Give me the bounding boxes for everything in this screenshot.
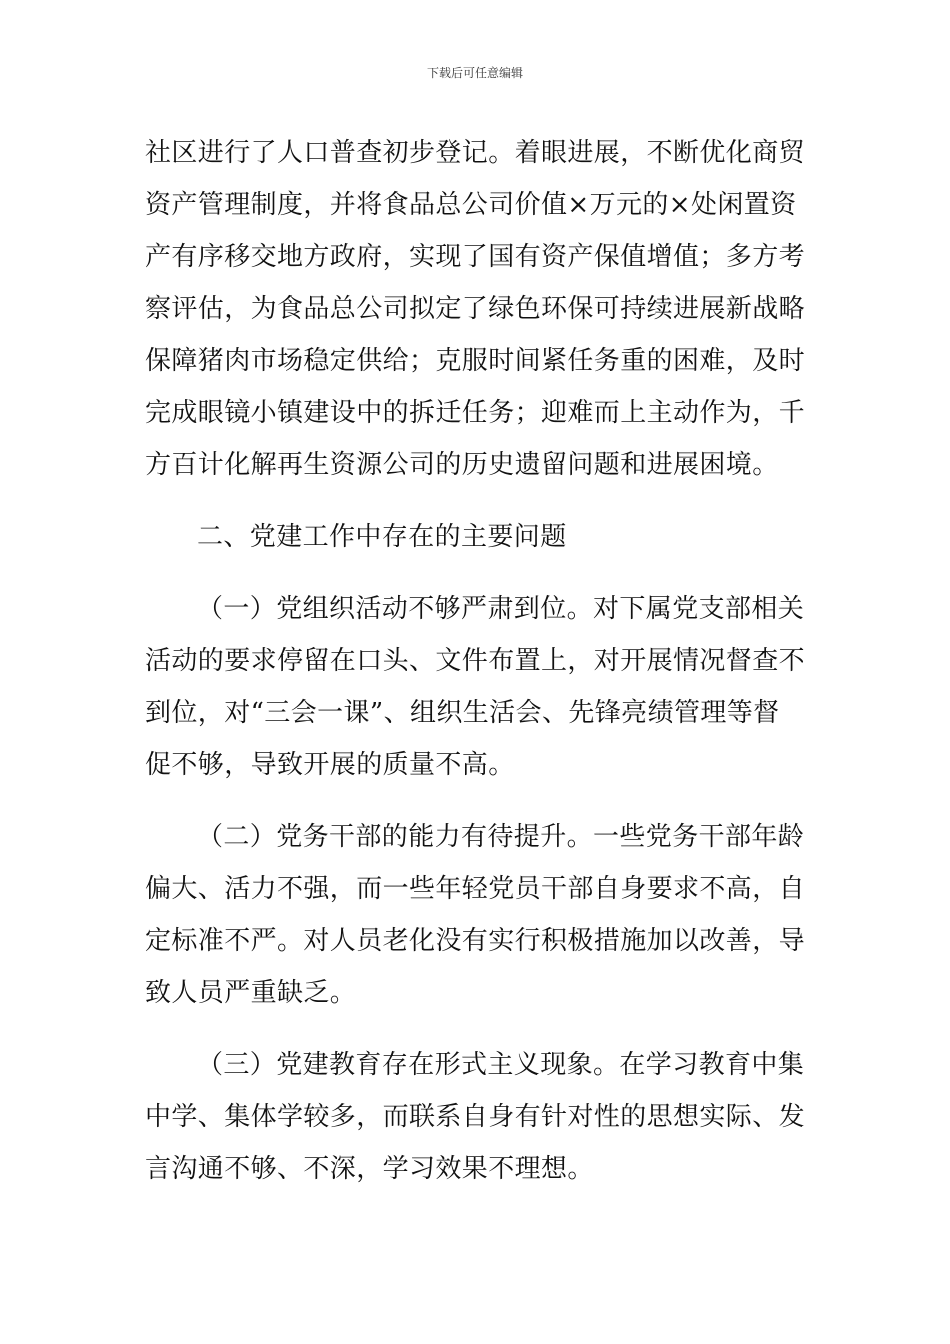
text-line: （三）党建教育存在形式主义现象。在学习教育中集 [197,1050,805,1080]
text-line: 偏大、活力不强，而一些年轻党员干部自身要求不高，自 [145,874,805,904]
text-line: 察评估，为食品总公司拟定了绿色环保可持续进展新战略 [145,294,805,324]
text-line: 产有序移交地方政府，实现了国有资产保值增值；多方考 [145,242,805,272]
text-line: （一）党组织活动不够严肃到位。对下属党支部相关 [197,594,805,624]
text-line: 方百计化解再生资源公司的历史遗留问题和进展困境。 [145,450,779,480]
text-line: 促不够，导致开展的质量不高。 [145,750,515,780]
text-line: 社区进行了人口普查初步登记。着眼进展，不断优化商贸 [145,138,805,168]
text-line: 活动的要求停留在口头、文件布置上，对开展情况督查不 [145,646,805,676]
text-line: 定标准不严。对人员老化没有实行积极措施加以改善，导 [145,926,805,956]
text-line: 完成眼镜小镇建设中的拆迁任务；迎难而上主动作为，千 [145,398,805,428]
text-line: 致人员严重缺乏。 [145,978,357,1008]
text-line: 言沟通不够、不深，学习效果不理想。 [145,1154,594,1184]
text-line: 资产管理制度，并将食品总公司价值×万元的×处闲置资 [145,190,797,220]
text-line: 保障猪肉市场稳定供给；克服时间紧任务重的困难，及时 [145,346,805,376]
text-line: （二）党务干部的能力有待提升。一些党务干部年龄 [197,822,805,852]
text-line: 到位，对“三会一课”、组织生活会、先锋亮绩管理等督 [145,698,780,728]
text-line: 中学、集体学较多，而联系自身有针对性的思想实际、发 [145,1102,805,1132]
section-heading: 二、党建工作中存在的主要问题 [197,522,567,552]
page-header: 下载后可任意编辑 [426,66,523,80]
